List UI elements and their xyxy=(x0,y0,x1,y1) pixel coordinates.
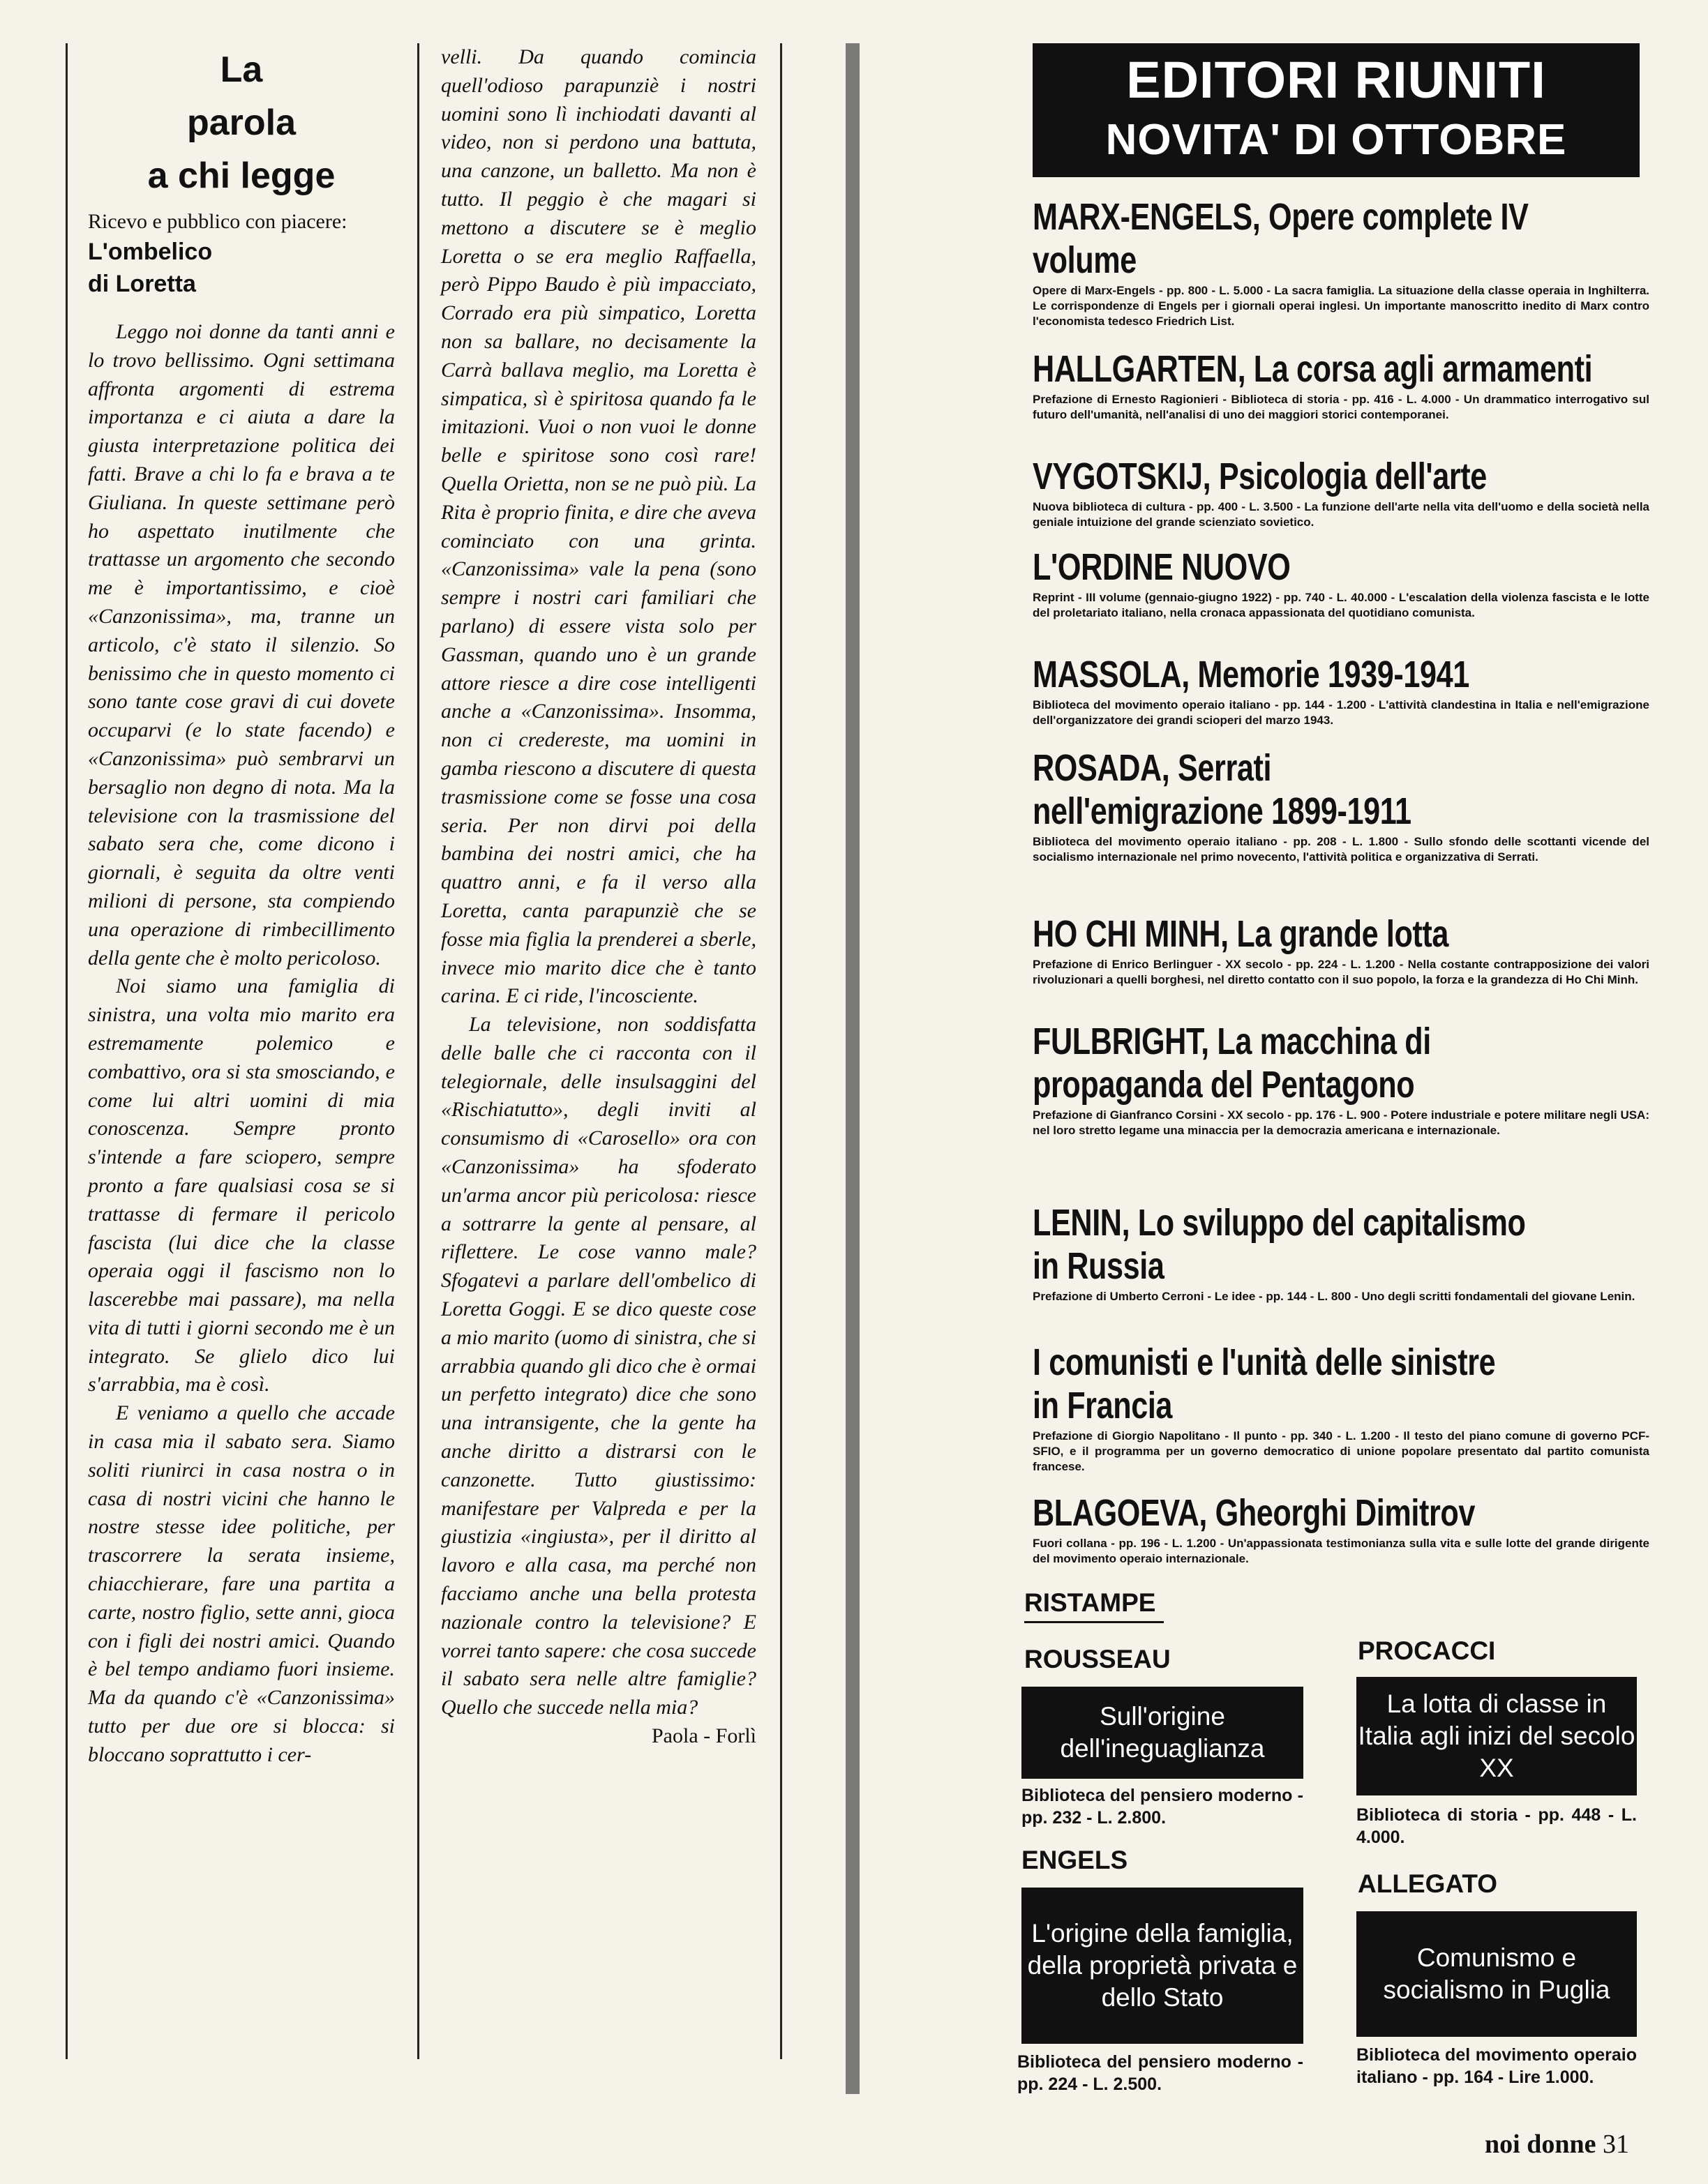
book-listing xyxy=(1033,1341,1649,1475)
letter-paragraph: Leggo noi donne da tanti anni e lo trovo bellissimo. Ogni settimana affronta argomenti di estrema importanza e ci aiuta a dare la giusta interpretazione politica dei fatti. Brave a chi lo fa e brava a te Giuliana. In queste settimane però ho aspettato inutilmente che trattasse un argomento che secondo me è importantissimo, e cioè «Canzonissima», ma, tranne un articolo, c'è stato il silenzio. So benissimo che in questo momento ci sono tante cose gravi di cui dovete occuparvi (e lo state facendo) e «Canzonissima» può sembrarvi un bersaglio non degno di nota. Ma la televisione con la trasmissione del sabato sera che, come dicono i giornali, è seguita da oltre venti milioni di persone, sta compiendo una operazione di rimbecillimento della gente che è molto pericoloso. xyxy=(88,320,395,970)
reprint-title-box: Sull'origine dell'ineguaglianza xyxy=(1021,1687,1303,1779)
book-title: FULBRIGHT, La macchina di propaganda del Pentagono xyxy=(1033,1021,1431,1106)
book-description: Biblioteca del movimento operaio italiano - pp. 144 - 1.200 - L'attività clandestina in Italia e nell'emigrazione dell'organizzatore dei grandi scioperi del marzo 1943. xyxy=(1033,698,1649,727)
section-heading: La parola a chi legge xyxy=(147,50,336,196)
page-number: 31 xyxy=(1602,2130,1629,2159)
book-listing xyxy=(1033,653,1649,728)
letters-column-2 xyxy=(441,43,756,1751)
letter-paragraph: La televisione, non soddisfatta delle balle che ci racconta con il telegiornale, delle insulsaggini del «Rischiatutto», degli inviti al consumismo di «Carosello» ora con «Canzonissima» ha sfoderato un'arma ancor più pericolosa: riesce a sottrarre la gente al pensare, al riflettere. Le cose vanno male? Sfogatevi a parlare dell'ombelico di Loretta Goggi. E se dico queste cose a mio marito (uomo di sinistra, che si arrabbia quando gli dico che è ormai un perfetto integrato) dice che sono una intransigente, che la gente ha anche diritto a distrarsi con le canzonette. Tutto giustissimo: manifestare per Valpreda e per la giustizia «ingiusta», per il diritto al lavoro e alla casa, ma perché non facciamo anche una bella protesta nazionale contro la televisione? E vorrei tanto sapere: che cosa succede il sabato sera nelle altre famiglie? Quello che succede nella mia? xyxy=(441,1013,756,1719)
reprint-title-box: L'origine della famiglia, della proprietà privata e dello Stato xyxy=(1021,1888,1303,2044)
book-description: Nuova biblioteca di cultura - pp. 400 - L. 3.500 - La funzione dell'arte nella vita dell'uomo e della società nella geniale intuizione del grande scienziato sovietico. xyxy=(1033,500,1649,529)
book-description: Prefazione di Ernesto Ragionieri - Biblioteca di storia - pp. 416 - L. 4.000 - Un drammatico interrogativo sul futuro dell'umanità, nell'analisi di uno dei maggiori storici contemporanei. xyxy=(1033,393,1649,421)
book-title: LENIN, Lo sviluppo del capitalismo in Russia xyxy=(1033,1202,1526,1287)
letter-paragraph: velli. Da quando comincia quell'odioso parapunziè i nostri uomini sono lì inchiodati davanti al video, non si perdono una battuta, una canzone, un balletto. Ma non è tutto. Il peggio è che magari si mettono a discutere se è meglio Loretta o se era meglio Raffaella, però Pippo Baudo è più impacciato, Corrado era più simpatico, Loretta non sa ballare, no decisamente la Carrà ballava meglio, ma Loretta è simpatica, sì è spiritosa quando fa le imitazioni. Vuoi o non vuoi le donne belle e spiritose sono così rare! Quella Orietta, non se ne può più. La Rita è proprio finita, e dire che aveva cominciato con una grinta. «Canzonissima» vale la pena (sono sempre i nostri cari familiari che parlano) di essere vista solo per Gassman, quando uno è un grande attore riesce a dire cose intelligenti anche a «Canzonissima». Insomma, non ci credereste, ma uomini in gamba riescono a discutere di questa trasmissione come se fosse una cosa seria. Per non dirvi poi della bambina dei nostri amici, che ha quattro anni, e fa il verso alla Loretta, canta parapunziè che se fosse mia figlia la prenderei a sberle, invece mio marito dice che è tanto carina. E ci ride, l'incosciente. xyxy=(441,45,756,1008)
book-title: HO CHI MINH, La grande lotta xyxy=(1033,913,1449,955)
book-description: Biblioteca del movimento operaio italiano - pp. 208 - L. 1.800 - Sullo sfondo delle scottanti vicende del socialismo internazionale nel primo novecento, l'attività politica e organizzativa di Serrati. xyxy=(1033,835,1649,864)
book-description: Fuori collana - pp. 196 - L. 1.200 - Un'appassionata testimonianza sulla vita e sulle lotte del grande dirigente del movimento operaio internazionale. xyxy=(1033,1537,1649,1565)
reprint-description: Biblioteca di storia - pp. 448 - L. 4.000. xyxy=(1356,1805,1637,1847)
letter-title: L'ombelico di Loretta xyxy=(88,239,213,297)
reprint-author: ALLEGATO xyxy=(1358,1869,1498,1898)
book-title: VYGOTSKIJ, Psicologia dell'arte xyxy=(1033,455,1487,497)
reprint-description: Biblioteca del pensiero moderno - pp. 224 - L. 2.500. xyxy=(1017,2052,1303,2094)
book-listing xyxy=(1033,912,1649,988)
book-title: HALLGARTEN, La corsa agli armamenti xyxy=(1033,348,1593,390)
book-listing xyxy=(1033,455,1649,530)
reprint-author: ENGELS xyxy=(1021,1846,1128,1874)
column-rule-left xyxy=(66,43,68,2059)
reprints-underline xyxy=(1024,1621,1164,1623)
reprint-author: PROCACCI xyxy=(1358,1636,1496,1665)
page-footer xyxy=(1485,2129,1629,2160)
publisher-banner xyxy=(1033,43,1640,177)
letter-paragraph: Noi siamo una famiglia di sinistra, una volta mio marito era estremamente polemico e combattivo, ora si sta smosciando, e come lui altri uomini di mia conoscenza. Sempre pronto s'intende a fare sciopero, sempre pronto a fare qualsiasi cosa se si trattasse di fermare il pericolo fascista (lui dice che la classe operaia oggi il fascismo non lo lascerebbe mai passare), ma nella vita di tutti i giorni secondo me è un integrato. Se glielo dico lui s'arrabbia, ma è così. xyxy=(88,974,395,1396)
reprint-author: ROUSSEAU xyxy=(1024,1645,1171,1673)
book-listing xyxy=(1033,1020,1649,1138)
book-description: Prefazione di Enrico Berlinguer - XX secolo - pp. 224 - L. 1.200 - Nella costante contrapposizione dei valori rivoluzionari a quelli borghesi, nel diretto contatto con il suo popolo, la forza e la grandezza di Ho Chi Minh. xyxy=(1033,958,1649,986)
reprints-heading: RISTAMPE xyxy=(1024,1588,1156,1617)
banner-subtitle: NOVITA' DI OTTOBRE xyxy=(1105,116,1567,164)
column-rule-right xyxy=(780,43,782,2059)
book-listing xyxy=(1033,1201,1649,1304)
book-title: MARX-ENGELS, Opere complete IV volume xyxy=(1033,196,1529,281)
reprint-title-box: La lotta di classe in Italia agli inizi del secolo XX xyxy=(1356,1677,1637,1795)
book-description: Prefazione di Umberto Cerroni - Le idee - pp. 144 - L. 800 - Uno degli scritti fondamentali del giovane Lenin. xyxy=(1033,1290,1635,1303)
book-description: Reprint - III volume (gennaio-giugno 1922) - pp. 740 - L. 40.000 - L'escalation della violenza fascista e le lotte del proletariato italiano, nella cronaca appassionata del quotidiano comunista. xyxy=(1033,591,1649,619)
book-title: MASSOLA, Memorie 1939-1941 xyxy=(1033,654,1469,695)
letter-paragraph: E veniamo a quello che accade in casa mia il sabato sera. Siamo soliti riunirci in casa nostra o in casa di nostri vicini che hanno le nostre stesse idee politiche, per trascorrere la serata insieme, chiacchierare, fare una partita a carte, nostro figlio, sette anni, gioca con i figli dei nostri amici. Quando è bel tempo andiamo fuori insieme. Ma da quando c'è «Canzonissima» tutto per due ore si blocca: si bloccano soprattutto i cer- xyxy=(88,1401,395,1766)
book-description: Prefazione di Gianfranco Corsini - XX secolo - pp. 176 - L. 900 - Potere industriale e potere militare negli USA: nel loro stretto legame una minaccia per la democrazia americana e internazionale. xyxy=(1033,1108,1649,1137)
reprint-description: Biblioteca del pensiero moderno - pp. 232 - L. 2.800. xyxy=(1021,1786,1303,1828)
book-title: L'ORDINE NUOVO xyxy=(1033,546,1291,588)
letter-signature: Paola - Forlì xyxy=(652,1724,756,1748)
book-listing xyxy=(1033,545,1649,621)
reprint-description: Biblioteca del movimento operaio italiano - pp. 164 - Lire 1.000. xyxy=(1356,2045,1637,2087)
book-description: Prefazione di Giorgio Napolitano - Il punto - pp. 340 - L. 1.200 - Il testo del piano comune di governo PCF-SFIO, e il programma per un governo democratico di unione popolare presentato dal partito comunista francese. xyxy=(1033,1429,1649,1473)
book-title: BLAGOEVA, Gheorghi Dimitrov xyxy=(1033,1492,1476,1534)
letter-intro: Ricevo e pubblico con piacere: xyxy=(88,210,347,233)
book-listing xyxy=(1033,746,1649,865)
book-listing xyxy=(1033,1491,1649,1567)
letters-column-1 xyxy=(88,43,395,1770)
publisher-name: EDITORI RIUNITI xyxy=(1126,51,1546,109)
reprint-title-box: Comunismo e socialismo in Puglia xyxy=(1356,1911,1637,2037)
grey-divider-bar xyxy=(846,43,860,2094)
book-description: Opere di Marx-Engels - pp. 800 - L. 5.000 - La sacra famiglia. La situazione della classe operaia in Inghilterra. Le corrispondenze di Engels per i giornali operai inglesi. Un importante manoscritto inedito di Marx contro l'economista tedesco Friedrich List. xyxy=(1033,284,1649,328)
magazine-name: noi donne xyxy=(1485,2130,1596,2159)
book-title: ROSADA, Serrati nell'emigrazione 1899-1911 xyxy=(1033,747,1411,832)
book-title: I comunisti e l'unità delle sinistre in Francia xyxy=(1033,1341,1496,1426)
book-listing xyxy=(1033,347,1649,423)
column-rule-middle xyxy=(417,43,419,2059)
book-listing xyxy=(1033,195,1649,329)
